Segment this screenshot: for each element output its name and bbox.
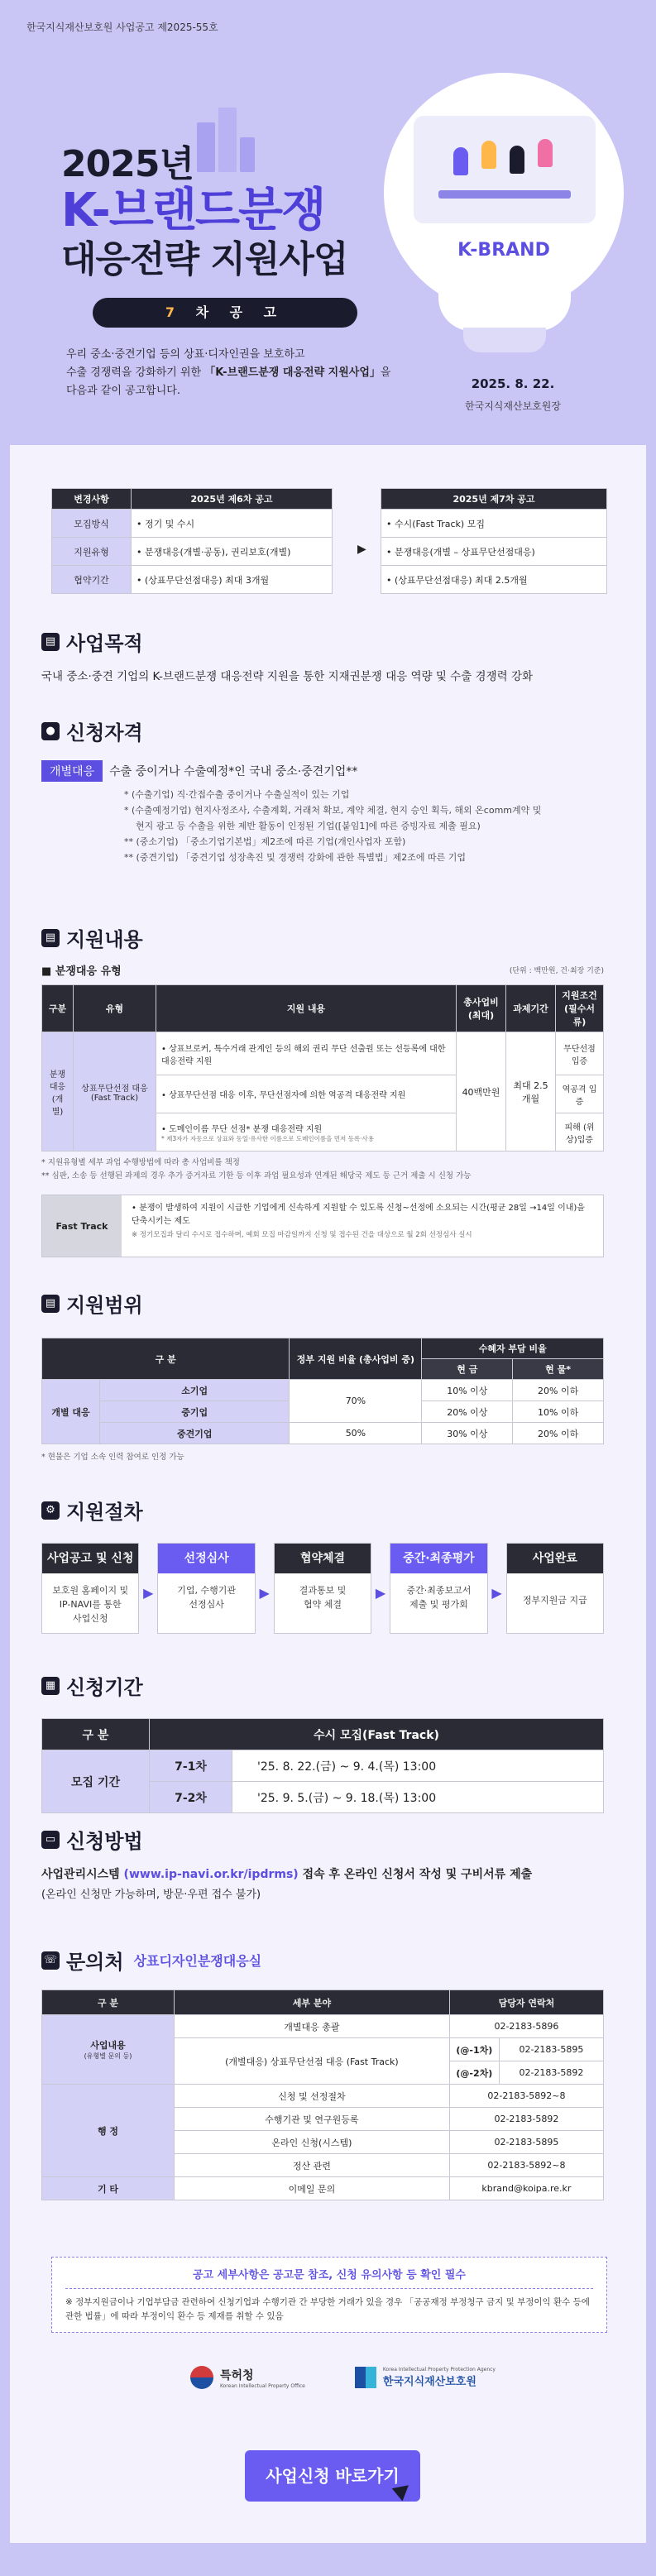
fast-track-box <box>41 1195 604 1257</box>
subheading-text: ■ 분쟁대응 유형 <box>41 965 122 978</box>
field-cell: (개별대응) 상표무단선점 대응 (Fast Track) <box>175 2038 450 2085</box>
before-value: • 정기 및 수시 <box>132 510 333 538</box>
section-heading <box>41 627 604 656</box>
support-item: • 상표브로커, 특수거래 관계인 등의 해외 권리 무단 선출원 또는 선등록에 대한 대응전략 지원 <box>156 1032 457 1075</box>
row-label: 중견기업 <box>100 1423 290 1444</box>
announce-org: 한국지식재산보호원장 <box>465 400 561 412</box>
person-icon <box>510 146 524 174</box>
person-icon <box>538 139 553 167</box>
step-desc-line: 협약 체결 <box>304 1599 342 1610</box>
note-line: 현지 광고 등 수출을 위한 제반 활동이 인정된 기업([붙임1]에 따른 증빙자료 제출 필요) <box>136 821 481 831</box>
section-heading <box>41 1671 604 1700</box>
field-cell: 정산 관련 <box>175 2154 450 2177</box>
after-value: • 분쟁대응(개별 – 상표무단선점대응) <box>381 538 607 566</box>
after-value: • 수시(Fast Track) 모집 <box>381 510 607 538</box>
phone-cell: 02-2183-5892 <box>449 2108 603 2131</box>
round-tag: (@-1차) <box>449 2038 499 2061</box>
inkind-ratio: 20% 이하 <box>513 1423 604 1444</box>
eligibility-text: 수출 중이거나 수출예정*인 국내 중소·중견기업** <box>109 765 358 778</box>
col-header: 과제기간 <box>506 985 556 1032</box>
col-header: 현 금 <box>422 1359 513 1380</box>
before-title: 2025년 제6차 공고 <box>132 489 333 510</box>
biz-label: 사업내용 <box>90 2040 126 2051</box>
section-title: 지원범위 <box>66 1294 143 1317</box>
phone-cell: 02-2183-5895 <box>449 2131 603 2154</box>
person-icon <box>481 141 496 169</box>
round-dates: '25. 8. 22.(금) ~ 9. 4.(목) 13:00 <box>232 1750 604 1782</box>
method-text: 사업관리시스템 <box>41 1868 124 1881</box>
method-text: 접속 후 온라인 신청서 작성 및 구비서류 제출 <box>298 1868 533 1881</box>
round-label: 7-2차 <box>150 1782 232 1813</box>
round-number: 7 <box>165 304 184 320</box>
phone-icon: ☏ <box>41 1951 60 1970</box>
category-cell: 개별 대응 <box>42 1380 100 1444</box>
koipa-sub: Korea Intellectual Property Protection Agency <box>382 2367 496 2373</box>
sub-title: 분쟁대응 유형 <box>55 965 122 978</box>
process-step <box>274 1543 386 1634</box>
section-heading <box>41 923 604 952</box>
section-heading <box>41 1496 604 1525</box>
eligibility-notes <box>41 787 604 865</box>
inkind-ratio: 10% 이하 <box>513 1401 604 1423</box>
support-item-note: * 제3자가 자동으로 상표와 동일·유사한 이름으로 도메인이름을 먼저 등록·사용 <box>161 1134 374 1142</box>
intro-program-name: 「K-브랜드분쟁 대응전략 지원사업」 <box>204 366 381 379</box>
section-title: 신청기간 <box>66 1676 143 1699</box>
caution-frame <box>51 2257 607 2333</box>
round-label: 7-1차 <box>150 1750 232 1782</box>
step-title: 사업완료 <box>507 1544 603 1573</box>
round-label: 차 공 고 <box>195 304 285 320</box>
step-title: 선정심사 <box>158 1544 254 1573</box>
step-title: 중간·최종평가 <box>390 1544 486 1573</box>
col-header: 구분 <box>42 985 74 1032</box>
step-desc <box>158 1573 254 1611</box>
caution-box <box>51 2257 607 2333</box>
round-badge <box>93 298 357 328</box>
period-cell: 최대 2.5개월 <box>506 1032 556 1152</box>
note-line: * (수출기업) 직·간접수출 중이거나 수출실적이 있는 기업 <box>124 789 350 800</box>
condition-cell: 피해 (위상)입증 <box>556 1113 604 1152</box>
after-value: • (상표무단선점대응) 최대 2.5개월 <box>381 566 607 594</box>
announce-date: 2025. 8. 22. <box>471 376 555 391</box>
row-label: 협약기간 <box>52 566 132 594</box>
contact-section <box>41 1946 604 2200</box>
row-label: 중기업 <box>100 1401 290 1423</box>
intro-line: 다음과 같이 공고합니다. <box>66 385 180 397</box>
step-desc <box>390 1573 486 1611</box>
step-desc <box>275 1573 371 1611</box>
method-section <box>41 1825 604 1901</box>
koipa-text <box>383 2367 496 2388</box>
cash-ratio: 30% 이상 <box>422 1423 513 1444</box>
kipo-sub: Korean Intellectual Property Office <box>220 2382 305 2389</box>
col-header: 수혜자 부담 비율 <box>422 1338 604 1359</box>
period-label: 모집 기간 <box>42 1750 150 1813</box>
method-line <box>41 1865 604 1882</box>
period-section <box>41 1671 604 1813</box>
section-title: 사업목적 <box>66 632 143 655</box>
hero <box>0 0 656 447</box>
person-icon <box>453 147 468 175</box>
method-note: (온라인 신청만 가능하며, 방문·우편 접수 불가) <box>41 1889 261 1901</box>
col-header: 유형 <box>74 985 156 1032</box>
section-title: 신청방법 <box>66 1830 143 1853</box>
contact-dept: 상표디자인분쟁대응실 <box>133 1953 262 1969</box>
phone-cell: 02-2183-5892~8 <box>449 2154 603 2177</box>
col-header: 구 분 <box>42 1990 175 2015</box>
fast-track-label: Fast Track <box>42 1195 122 1257</box>
admin-label: 행 정 <box>42 2085 175 2177</box>
field-cell: 개별대응 총괄 <box>175 2015 450 2038</box>
section-title: 신청자격 <box>66 721 143 745</box>
step-title: 협약체결 <box>275 1544 371 1573</box>
field-cell: 온라인 신청(시스템) <box>175 2131 450 2154</box>
step-desc-line: 기업, 수행기관 <box>177 1585 236 1596</box>
intro-text: 을 <box>380 366 391 379</box>
gear-icon: ⚙ <box>41 1501 60 1520</box>
computer-icon: ▭ <box>41 1831 60 1849</box>
after-title: 2025년 제7차 공고 <box>381 489 607 510</box>
arrow-right-icon: ▶ <box>357 543 366 556</box>
phone-cell: 02-2183-5892~8 <box>449 2085 603 2108</box>
gov-ratio: 50% <box>290 1423 422 1444</box>
meeting-illustration <box>414 116 596 223</box>
step-desc <box>42 1573 138 1626</box>
row-label: 모집방식 <box>52 510 132 538</box>
col-header: 구 분 <box>42 1338 290 1380</box>
footer-logos <box>190 2366 496 2389</box>
koipa-logo <box>355 2367 496 2388</box>
kipo-text <box>220 2367 305 2389</box>
section-title: 지원내용 <box>66 928 143 951</box>
process-section <box>41 1496 604 1634</box>
caution-title: 공고 세부사항은 공고문 참조, 신청 유의사항 등 확인 필수 <box>65 2266 593 2289</box>
col-header: 정부 지원 비율 (총사업비 중) <box>290 1338 422 1380</box>
round-dates: '25. 9. 5.(금) ~ 9. 18.(목) 13:00 <box>232 1782 604 1813</box>
arrow-right-icon: ▶ <box>491 1585 502 1601</box>
caution-text: ※ 정부지원금이나 기업부담금 관련하여 신청기업과 수행기관 간 부당한 거래가 있을 경우 「공공재정 부정청구 금지 및 부정이익 환수 등에 관한 법률」에 따라 부정이익 환수 등 제재를 취할 수 있음 <box>65 2297 590 2321</box>
arrow-right-icon: ▶ <box>375 1585 386 1601</box>
table-illustration <box>438 190 571 199</box>
period-table <box>41 1718 604 1813</box>
taeguk-icon <box>190 2366 213 2389</box>
document-icon: ▤ <box>41 1295 60 1313</box>
step-desc-line: 중간·최종보고서 <box>406 1585 472 1596</box>
inkind-ratio: 20% 이하 <box>513 1380 604 1401</box>
row-label: 지원유형 <box>52 538 132 566</box>
lightbulb-base-icon <box>438 281 571 331</box>
section-title: 지원절차 <box>66 1501 143 1524</box>
scope-section <box>41 1289 604 1464</box>
support-item-text: • 도메인이름 무단 선점* 분쟁 대응전략 지원 <box>161 1124 323 1134</box>
phone-cell: 02-2183-5895 <box>499 2038 603 2061</box>
process-step <box>506 1543 604 1634</box>
col-header: 수시 모집(Fast Track) <box>150 1719 604 1750</box>
document-icon: ▤ <box>41 633 60 651</box>
footnote: * 지원유형별 세부 과업 수행방법에 따라 총 사업비를 책정 <box>41 1158 240 1167</box>
col-header: 구 분 <box>42 1719 150 1750</box>
process-step <box>41 1543 154 1634</box>
contact-table <box>41 1989 604 2200</box>
type-cell: 상표무단선점 대응 (Fast Track) <box>74 1032 156 1152</box>
title-program: 대응전략 지원사업 <box>61 237 348 280</box>
step-title: 사업공고 및 신청 <box>42 1544 138 1573</box>
support-item: • 상표무단선점 대응 이후, 무단선점자에 의한 역공격 대응전략 지원 <box>156 1075 457 1113</box>
col-header: 변경사항 <box>52 489 132 510</box>
purpose-text: 국내 중소·중견 기업의 K-브랜드분쟁 대응전략 지원을 통한 지재권분쟁 대응 역량 및 수출 경쟁력 강화 <box>41 670 534 683</box>
step-desc-line: 제출 및 평가회 <box>409 1599 468 1610</box>
cash-ratio: 20% 이상 <box>422 1401 513 1423</box>
col-header: 지원 내용 <box>156 985 457 1032</box>
email-cell: kbrand@koipa.re.kr <box>449 2177 603 2200</box>
intro-line <box>66 364 430 382</box>
process-step <box>390 1543 502 1634</box>
section-title: 문의처 <box>66 1951 124 1974</box>
row-label: 소기업 <box>100 1380 290 1401</box>
support-subheading <box>41 962 604 978</box>
gov-ratio: 70% <box>290 1380 422 1423</box>
intro-line: 우리 중소·중견기업 등의 상표·디자인권을 보호하고 <box>66 348 305 361</box>
comparison-after-table <box>381 488 607 594</box>
kipo-logo <box>190 2366 305 2389</box>
phone-cell: 02-2183-5892 <box>499 2061 603 2085</box>
bulb-brand-text: K-BRAND <box>457 240 550 261</box>
step-desc-line: IP-NAVI를 통한 <box>59 1599 122 1610</box>
footnote: ** 심판, 소송 등 선행된 과제의 경우 추가 증거자료 기한 등 이후 과업 필요성과 연계된 해당국 제도 등 근거 제출 시 신청 가능 <box>41 1171 472 1180</box>
step-desc-line: 보호원 홈페이지 및 <box>52 1585 129 1596</box>
title-brand: K-브랜드분쟁 <box>61 184 325 238</box>
step-desc-line: 사업신청 <box>72 1613 108 1624</box>
support-section <box>41 923 604 1257</box>
col-header: 현 물* <box>513 1359 604 1380</box>
koipa-name: 한국지식재산보호원 <box>382 2376 476 2388</box>
field-cell: 신청 및 선정절차 <box>175 2085 450 2108</box>
section-heading <box>41 1289 604 1318</box>
biz-label-cell <box>42 2015 175 2085</box>
fast-track-text: • 분쟁이 발생하여 지원이 시급한 기업에게 신속하게 지원할 수 있도록 신청~선정에 소요되는 시간(평균 28일 →14일 이내)을 단축시키는 제도 <box>132 1204 585 1226</box>
lightbulb-base-icon <box>463 328 546 352</box>
title-year: 2025년 <box>61 143 194 185</box>
before-value: • (상표무단선점대응) 최대 3개월 <box>132 566 333 594</box>
before-value: • 분쟁대응(개별·공동), 권리보호(개별) <box>132 538 333 566</box>
person-icon: ● <box>41 722 60 740</box>
process-flow <box>41 1543 604 1634</box>
note-line: ** (중소기업) 「중소기업기본법」제2조에 따른 기업(개인사업자 포함) <box>124 836 406 847</box>
col-header: 지원조건 (필수서류) <box>556 985 604 1032</box>
field-cell: 수행기관 및 연구원등록 <box>175 2108 450 2131</box>
system-link[interactable]: (www.ip-navi.or.kr/ipdrms) <box>123 1868 299 1881</box>
intro-text: 수출 경쟁력을 강화하기 위한 <box>66 366 205 379</box>
scope-note: * 현물은 기업 소속 인력 참여로 인정 가능 <box>41 1453 184 1462</box>
calendar-icon: ▦ <box>41 1677 60 1695</box>
step-desc-line: 선정심사 <box>189 1599 224 1610</box>
unit-note: (단위 : 백만원, 건·최장 기준) <box>509 967 604 975</box>
condition-cell: 역공격 입증 <box>556 1075 604 1113</box>
kipo-name: 특허청 <box>220 2368 254 2382</box>
field-cell: 이메일 문의 <box>175 2177 450 2200</box>
note-line: * (수출예정기업) 현지사정조사, 수출계획, 거래처 확보, 계약 체결, 현지 승인 획득, 해외 온comm계약 및 <box>124 805 542 816</box>
category-cell: 분쟁 대응 (개별) <box>42 1032 74 1152</box>
process-step <box>157 1543 270 1634</box>
col-header: 담당자 연락처 <box>449 1990 603 2015</box>
hero-intro <box>66 346 430 400</box>
etc-label: 기 타 <box>42 2177 175 2200</box>
arrow-right-icon: ▶ <box>143 1585 154 1601</box>
comparison-before-table <box>51 488 333 594</box>
eligibility-main <box>41 760 604 782</box>
support-footnotes <box>41 1156 604 1183</box>
eligibility-section <box>41 716 604 865</box>
cash-ratio: 10% 이상 <box>422 1380 513 1401</box>
scope-table <box>41 1338 604 1444</box>
support-table <box>41 984 604 1152</box>
arrow-right-icon: ▶ <box>259 1585 270 1601</box>
document-icon: ▤ <box>41 929 60 947</box>
condition-cell: 무단선점 입증 <box>556 1032 604 1075</box>
step-desc <box>507 1573 603 1607</box>
col-header: 세부 분야 <box>175 1990 450 2015</box>
section-heading <box>41 1825 604 1854</box>
notice-number: 한국지식재산보호원 사업공고 제2025-55호 <box>26 22 218 33</box>
apply-button[interactable]: 사업신청 바로가기 <box>245 2450 420 2502</box>
fast-track-note: ※ 정기모집과 달리 수시로 접수하며, 예회 모집 마감일까지 신청 및 접수된 건을 대상으로 월 2회 선정심사 실시 <box>132 1231 472 1239</box>
koipa-icon <box>355 2367 376 2388</box>
section-heading <box>41 716 604 745</box>
fast-track-content <box>122 1195 603 1257</box>
hero-title <box>61 143 348 280</box>
phone-cell: 02-2183-5896 <box>449 2015 603 2038</box>
purpose-section <box>41 627 604 686</box>
section-heading <box>41 1946 604 1975</box>
note-line: ** (중견기업) 「중견기업 성장촉진 및 경쟁력 강화에 관한 특별법」제2조에 따른 기업 <box>124 852 466 863</box>
step-desc-line: 정부지원금 지급 <box>522 1595 587 1606</box>
biz-sub: (유형별 문의 등) <box>84 2052 132 2060</box>
eligibility-tag: 개별대응 <box>41 760 103 782</box>
col-header: 총사업비 (최대) <box>457 985 506 1032</box>
step-desc-line: 결과통보 및 <box>299 1585 347 1596</box>
round-tag: (@-2차) <box>449 2061 499 2085</box>
support-item <box>156 1113 457 1152</box>
budget-cell: 40백만원 <box>457 1032 506 1152</box>
